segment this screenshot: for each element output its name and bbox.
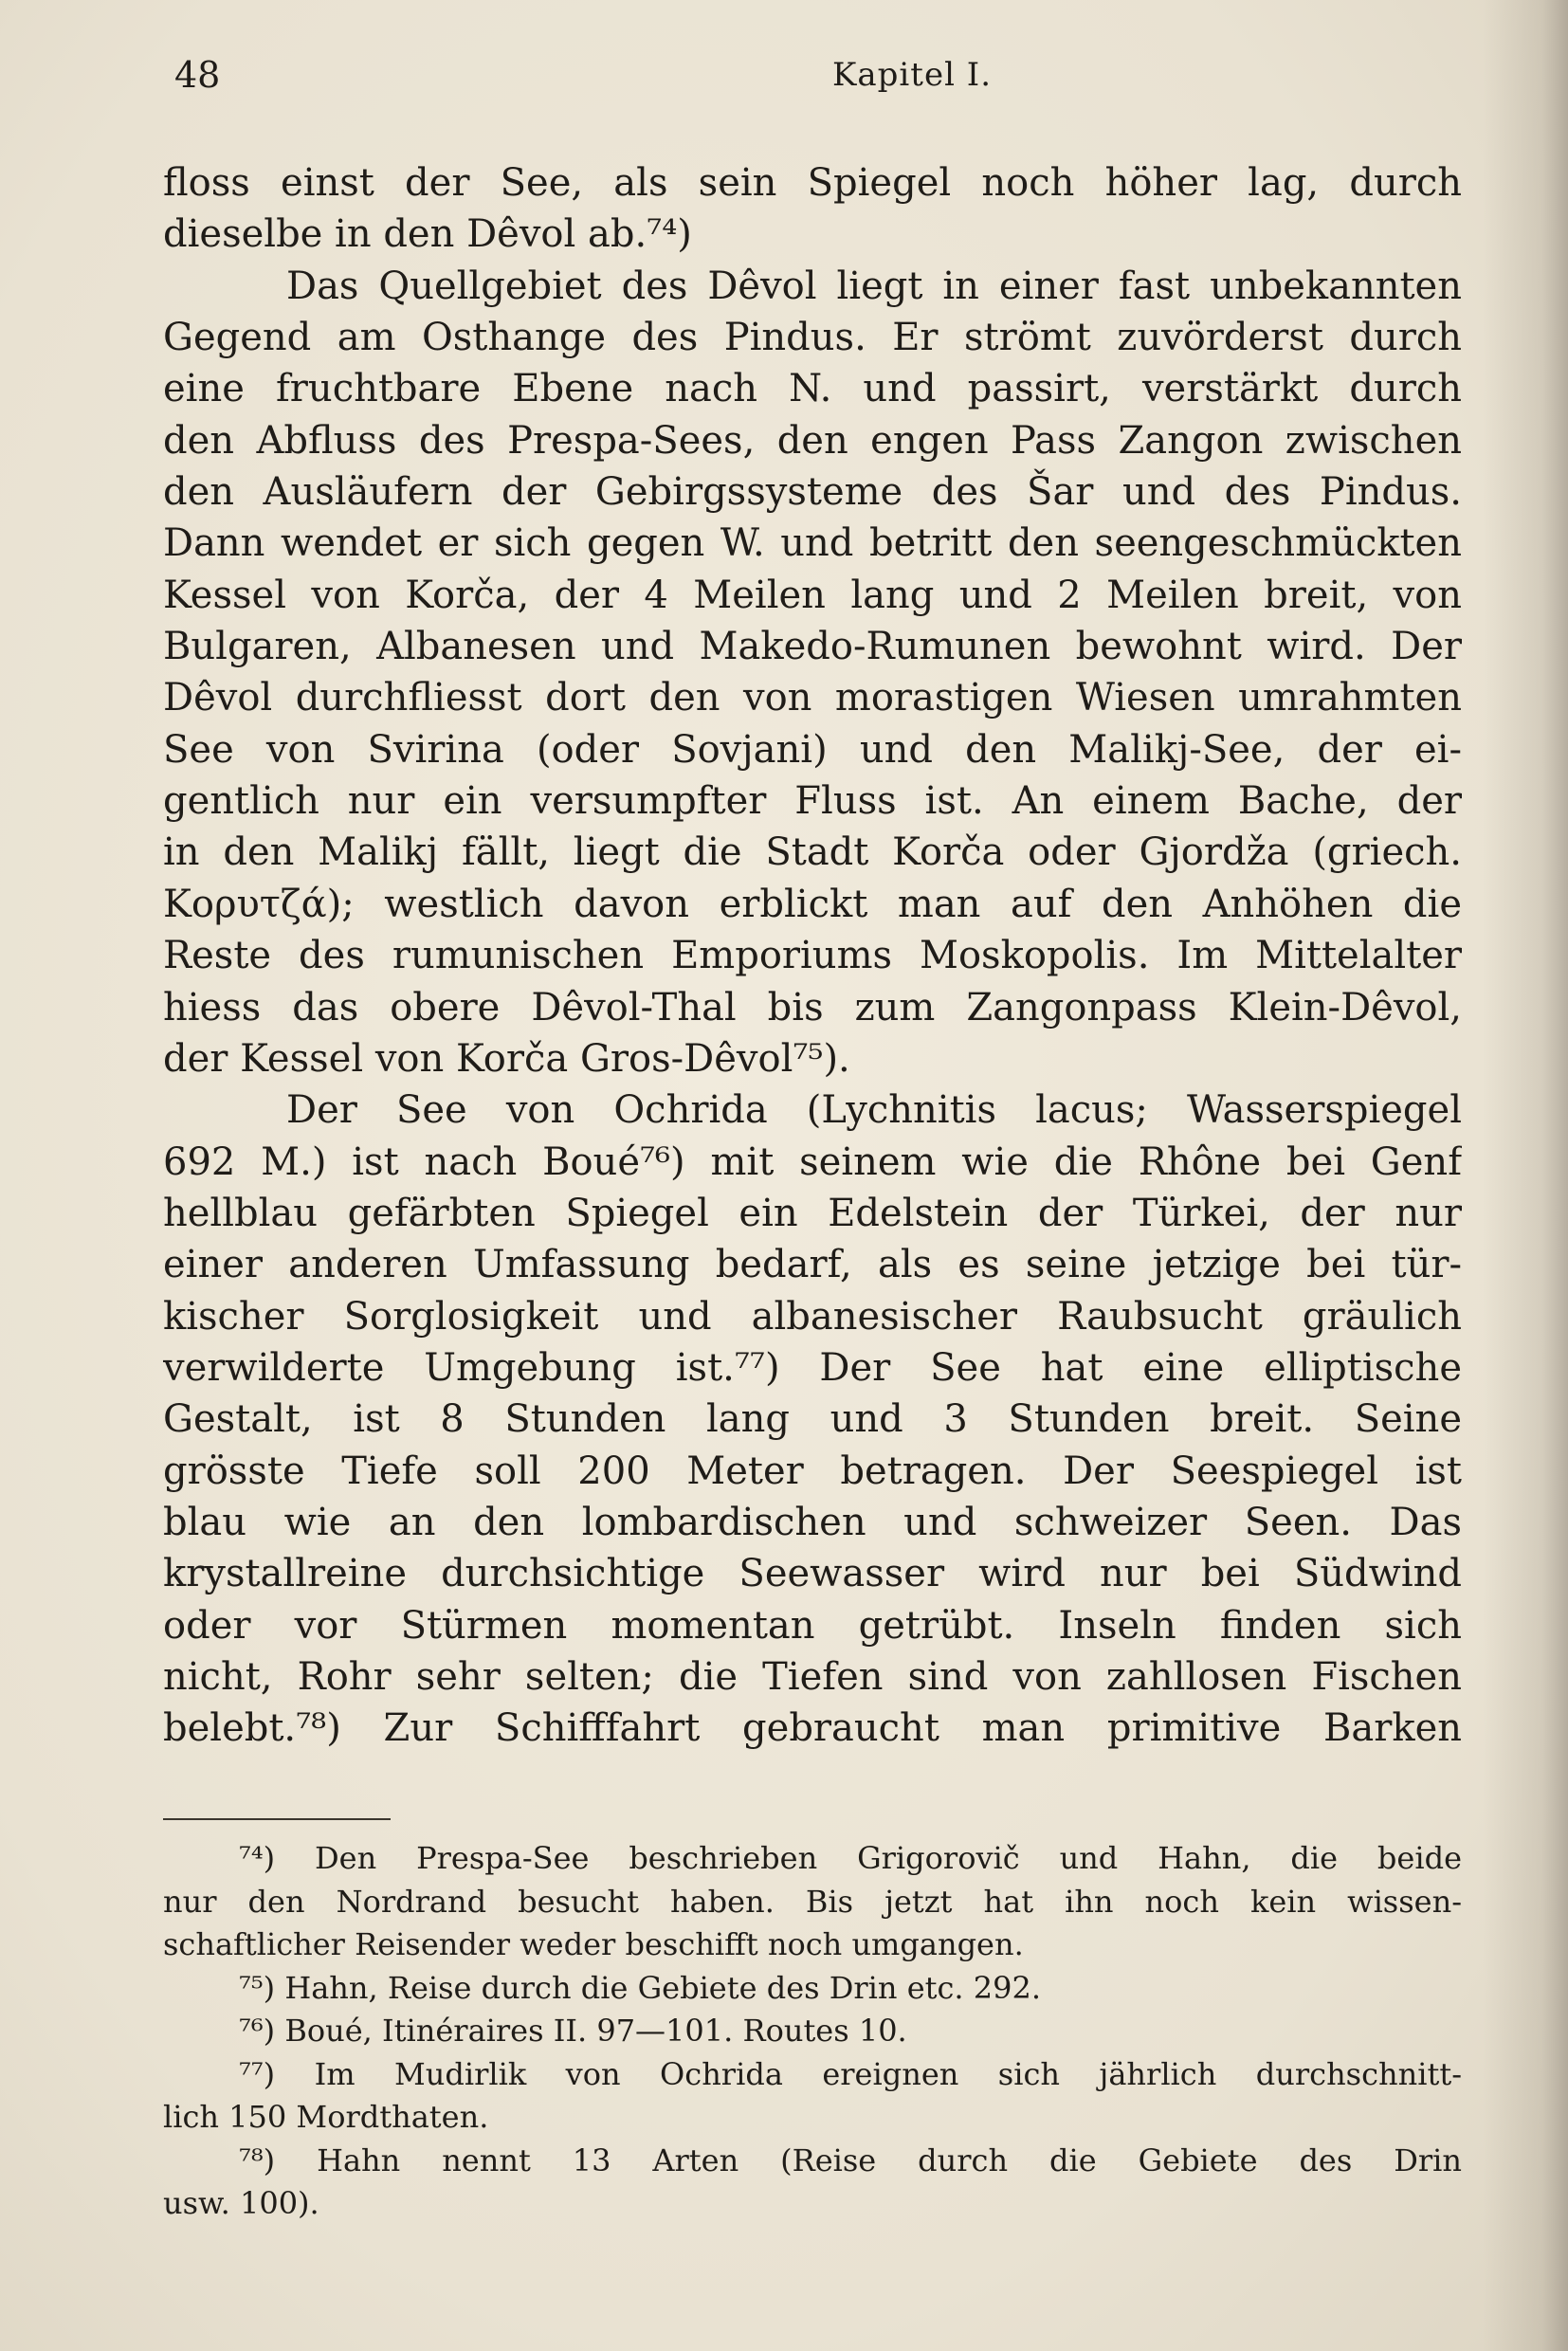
body-text bbox=[163, 157, 1462, 1755]
page-number: 48 bbox=[174, 54, 221, 96]
body-line: Gegend am Osthange des Pindus. Er strömt zuvörderst durch bbox=[163, 316, 1462, 360]
body-line: nicht, Rohr sehr selten; die Tiefen sind von zahllosen Fischen bbox=[163, 1654, 1462, 1699]
chapter-title: Kapitel I. bbox=[831, 56, 992, 94]
footnotes bbox=[163, 1818, 1462, 2226]
body-line: Κορυτζά); westlich davon erblickt man auf den Anhöhen die bbox=[163, 882, 1462, 926]
body-line: verwilderte Umgebung ist.⁷⁷) Der See hat eine elliptische bbox=[163, 1345, 1462, 1390]
body-line: gentlich nur ein versumpfter Fluss ist. An einem Bache, der bbox=[163, 779, 1462, 824]
footnote-line: lich 150 Mordthaten. bbox=[163, 2099, 489, 2135]
body-line: Dêvol durchfliesst dort den von morastigen Wiesen umrahmten bbox=[163, 676, 1462, 720]
body-line: Das Quellgebiet des Dêvol liegt in einer fast unbekannten bbox=[286, 264, 1462, 308]
body-line: den Ausläufern der Gebirgssysteme des Šar und des Pindus. bbox=[163, 470, 1462, 515]
footnote-line: schaftlicher Reisender weder beschifft noch umgangen. bbox=[163, 1926, 1024, 1962]
footnote-line: ⁷⁶) Boué, Itinéraires II. 97—101. Routes 10. bbox=[239, 2013, 907, 2049]
body-line: blau wie an den lombardischen und schweizer Seen. Das bbox=[163, 1500, 1462, 1544]
body-line: See von Svirina (oder Sovjani) und den Malikj-See, der ei- bbox=[163, 727, 1462, 772]
footnote-divider bbox=[163, 1818, 391, 1820]
body-line: kischer Sorglosigkeit und albanesischer Raubsucht gräulich bbox=[163, 1294, 1462, 1339]
footnote-line: nur den Nordrand besucht haben. Bis jetzt hat ihn noch kein wissen- bbox=[163, 1883, 1462, 1920]
body-line: krystallreine durchsichtige Seewasser wird nur bei Südwind bbox=[163, 1552, 1462, 1596]
body-line: eine fruchtbare Ebene nach N. und passirt, verstärkt durch bbox=[163, 367, 1462, 411]
body-line: in den Malikj fällt, liegt die Stadt Korča oder Gjordža (griech. bbox=[163, 830, 1462, 875]
footnote-line: ⁷⁴) Den Prespa-See beschrieben Grigorovič und Hahn, die beide bbox=[239, 1840, 1462, 1876]
footnote-line: usw. 100). bbox=[163, 2185, 319, 2221]
body-line: hellblau gefärbten Spiegel ein Edelstein der Türkei, der nur bbox=[163, 1191, 1462, 1235]
body-line: der Kessel von Korča Gros-Dêvol⁷⁵). bbox=[163, 1036, 850, 1081]
footnote-lines bbox=[163, 1837, 1462, 2226]
body-line: hiess das obere Dêvol-Thal bis zum Zangonpass Klein-Dêvol, bbox=[163, 985, 1462, 1030]
body-line: 692 M.) ist nach Boué⁷⁶) mit seinem wie die Rhône bei Genf bbox=[163, 1139, 1462, 1184]
footnote-line: ⁷⁵) Hahn, Reise durch die Gebiete des Drin etc. 292. bbox=[239, 1969, 1041, 2006]
body-line: Der See von Ochrida (Lychnitis lacus; Wasserspiegel bbox=[286, 1088, 1462, 1133]
body-line: Gestalt, ist 8 Stunden lang und 3 Stunden breit. Seine bbox=[163, 1397, 1462, 1442]
body-line: belebt.⁷⁸) Zur Schifffahrt gebraucht man primitive Barken bbox=[163, 1706, 1462, 1751]
page-edge-shadow bbox=[1483, 0, 1568, 2351]
body-line: Bulgaren, Albanesen und Makedo-Rumunen bewohnt wird. Der bbox=[163, 625, 1462, 669]
body-line: oder vor Stürmen momentan getrübt. Inseln finden sich bbox=[163, 1603, 1462, 1648]
body-line: einer anderen Umfassung bedarf, als es seine jetzige bei tür- bbox=[163, 1243, 1462, 1287]
footnote-line: ⁷⁷) Im Mudirlik von Ochrida ereignen sich jährlich durchschnitt- bbox=[239, 2055, 1462, 2092]
body-line: den Abfluss des Prespa-Sees, den engen Pass Zangon zwischen bbox=[163, 418, 1462, 463]
body-line: dieselbe in den Dêvol ab.⁷⁴) bbox=[163, 212, 692, 257]
body-line: Kessel von Korča, der 4 Meilen lang und 2 Meilen breit, von bbox=[163, 573, 1462, 617]
body-line: floss einst der See, als sein Spiegel noch höher lag, durch bbox=[163, 161, 1462, 205]
body-line: Reste des rumunischen Emporiums Moskopolis. Im Mittelalter bbox=[163, 934, 1462, 978]
running-header bbox=[163, 51, 1462, 99]
footnote-line: ⁷⁸) Hahn nennt 13 Arten (Reise durch die Gebiete des Drin bbox=[239, 2141, 1462, 2178]
body-line: Dann wendet er sich gegen W. und betritt den seengeschmückten bbox=[163, 521, 1462, 566]
body-line: grösste Tiefe soll 200 Meter betragen. Der Seespiegel ist bbox=[163, 1449, 1462, 1493]
